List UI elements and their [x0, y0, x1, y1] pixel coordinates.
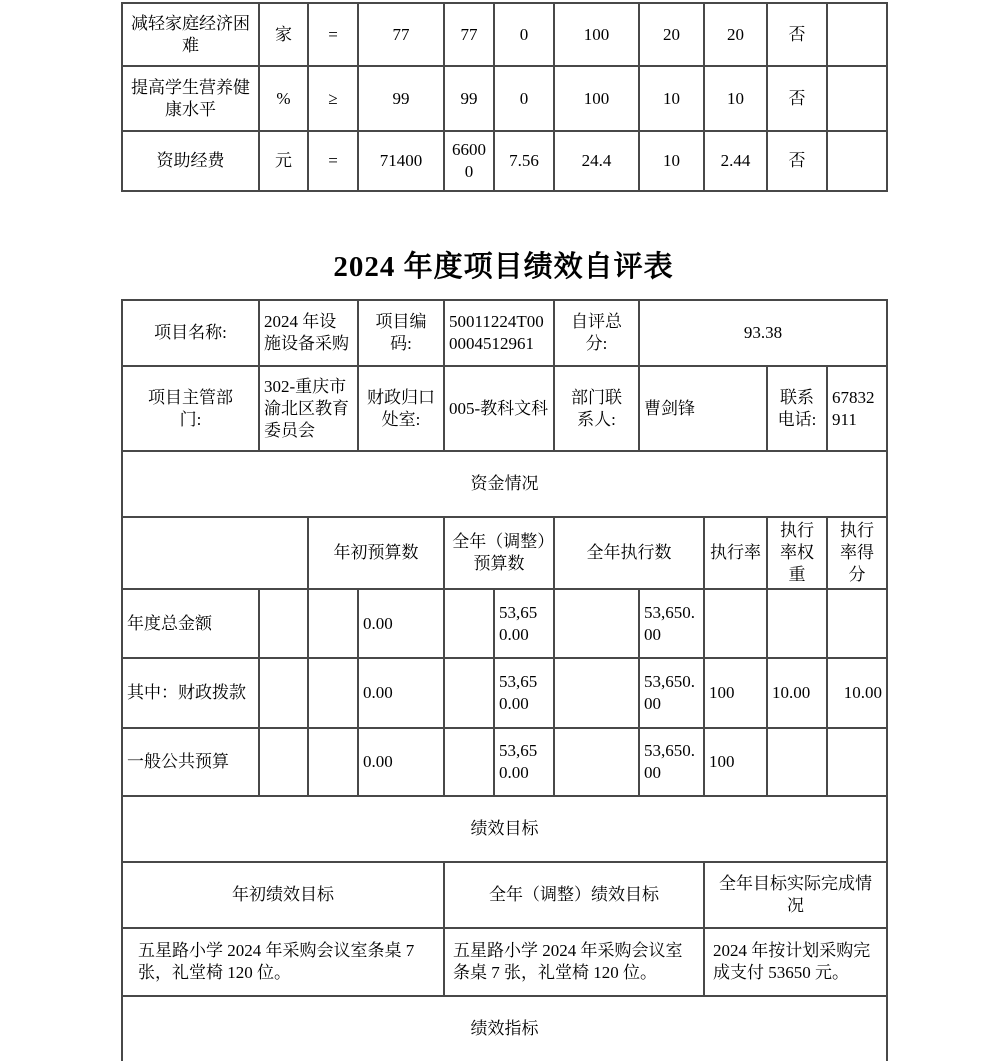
funding-weight-value: 10.00 [767, 658, 827, 728]
indicator-deviation-cell: 0 [494, 3, 554, 66]
dept-value: 302-重庆市渝北区教育委员会 [259, 366, 358, 451]
project-info-row [122, 366, 887, 451]
funding-empty-cell [259, 728, 308, 796]
funding-initial-value: 0.00 [358, 728, 444, 796]
funding-empty-cell [308, 658, 358, 728]
indicator-weight-cell: 20 [639, 3, 704, 66]
indicator-target-cell: 99 [358, 66, 444, 131]
section-row [122, 796, 887, 862]
goals-header-initial: 年初绩效目标 [122, 862, 444, 928]
indicator-note-cell [827, 131, 887, 191]
indicator-score-cell: 10 [704, 66, 767, 131]
indicator-unit-cell: % [259, 66, 308, 131]
project-name-value: 2024 年设施设备采购 [259, 300, 358, 366]
table-row [122, 3, 887, 66]
funding-empty-cell [308, 728, 358, 796]
indicator-actual-cell: 77 [444, 3, 494, 66]
funding-rate-value: 100 [704, 658, 767, 728]
funding-data-row [122, 728, 887, 796]
project-info-row [122, 300, 887, 366]
funding-header-initial-budget: 年初预算数 [308, 517, 444, 589]
indicator-weight-cell: 10 [639, 66, 704, 131]
indicator-name-cell: 提高学生营养健康水平 [122, 66, 259, 131]
goals-initial-value: 五星路小学 2024 年采购会议室条桌 7 张，礼堂椅 120 位。 [122, 928, 444, 996]
funding-header-rate-score: 执行率得分 [827, 517, 887, 589]
dept-label: 项目主管部门: [122, 366, 259, 451]
funding-executed-value: 53,650.00 [639, 589, 704, 658]
indicator-flag-cell: 否 [767, 3, 827, 66]
funding-weight-value [767, 589, 827, 658]
indicator-score-cell: 2.44 [704, 131, 767, 191]
indicator-flag-cell: 否 [767, 66, 827, 131]
project-code-value: 50011224T000004512961 [444, 300, 554, 366]
goals-header-adjusted: 全年（调整）绩效目标 [444, 862, 704, 928]
goals-value-row [122, 928, 887, 996]
indicator-note-cell [827, 66, 887, 131]
page-title: 2024 年度项目绩效自评表 [333, 251, 674, 283]
indicators-section-title: 绩效指标 [122, 996, 887, 1061]
indicator-score-cell: 20 [704, 3, 767, 66]
funding-header-adjusted-budget: 全年（调整）预算数 [444, 517, 554, 589]
funding-adjusted-value: 53,650.00 [494, 658, 554, 728]
funding-empty-cell [444, 728, 494, 796]
indicator-target-cell: 77 [358, 3, 444, 66]
funding-adjusted-value: 53,650.00 [494, 728, 554, 796]
funding-empty-cell [308, 589, 358, 658]
funding-section-title: 资金情况 [122, 451, 887, 517]
self-score-value: 93.38 [639, 300, 887, 366]
funding-empty-cell [259, 589, 308, 658]
indicator-deviation-cell: 7.56 [494, 131, 554, 191]
funding-empty-cell [259, 658, 308, 728]
goals-section-title: 绩效目标 [122, 796, 887, 862]
indicator-flag-cell: 否 [767, 131, 827, 191]
funding-initial-value: 0.00 [358, 589, 444, 658]
funding-executed-value: 53,650.00 [639, 658, 704, 728]
finance-office-label: 财政归口处室: [358, 366, 444, 451]
indicator-name-cell: 资助经费 [122, 131, 259, 191]
project-name-label: 项目名称: [122, 300, 259, 366]
indicator-rate-cell: 100 [554, 66, 639, 131]
indicator-actual-cell: 99 [444, 66, 494, 131]
goals-adjusted-value: 五星路小学 2024 年采购会议室条桌 7 张，礼堂椅 120 位。 [444, 928, 704, 996]
project-code-label: 项目编码: [358, 300, 444, 366]
section-row [122, 996, 887, 1061]
funding-data-row [122, 589, 887, 658]
funding-row-label: 其中：财政拨款 [122, 658, 259, 728]
self-score-label: 自评总分: [554, 300, 639, 366]
funding-empty-cell [554, 589, 639, 658]
funding-header-rate-weight: 执行率权重 [767, 517, 827, 589]
funding-empty-cell [444, 658, 494, 728]
funding-score-value [827, 589, 887, 658]
indicator-target-cell: 71400 [358, 131, 444, 191]
indicator-rate-cell: 100 [554, 3, 639, 66]
indicator-weight-cell: 10 [639, 131, 704, 191]
indicator-operator-cell: ≥ [308, 66, 358, 131]
funding-row-label: 一般公共预算 [122, 728, 259, 796]
table-row [122, 131, 887, 191]
funding-data-row [122, 658, 887, 728]
goals-completion-value: 2024 年按计划采购完成支付 53650 元。 [704, 928, 887, 996]
indicator-deviation-cell: 0 [494, 66, 554, 131]
table-row [122, 66, 887, 131]
funding-header-rate: 执行率 [704, 517, 767, 589]
funding-score-value: 10.00 [827, 658, 887, 728]
contact-value: 曹剑锋 [639, 366, 767, 451]
indicator-unit-cell: 元 [259, 131, 308, 191]
indicator-operator-cell: = [308, 131, 358, 191]
funding-weight-value [767, 728, 827, 796]
funding-adjusted-value: 53,650.00 [494, 589, 554, 658]
self-evaluation-table [121, 299, 888, 1061]
indicator-unit-cell: 家 [259, 3, 308, 66]
goals-header-row [122, 862, 887, 928]
indicator-rate-cell: 24.4 [554, 131, 639, 191]
indicator-score-table [121, 2, 888, 192]
phone-value: 67832911 [827, 366, 887, 451]
section-row [122, 451, 887, 517]
goals-header-completion: 全年目标实际完成情况 [704, 862, 887, 928]
phone-label: 联系电话: [767, 366, 827, 451]
indicator-note-cell [827, 3, 887, 66]
funding-header-empty-cell [122, 517, 308, 589]
funding-row-label: 年度总金额 [122, 589, 259, 658]
indicator-operator-cell: = [308, 3, 358, 66]
contact-label: 部门联系人: [554, 366, 639, 451]
finance-office-value: 005-教科文科 [444, 366, 554, 451]
funding-empty-cell [554, 658, 639, 728]
funding-header-row [122, 517, 887, 589]
funding-header-executed: 全年执行数 [554, 517, 704, 589]
funding-empty-cell [554, 728, 639, 796]
funding-initial-value: 0.00 [358, 658, 444, 728]
funding-executed-value: 53,650.00 [639, 728, 704, 796]
indicator-name-cell: 减轻家庭经济困难 [122, 3, 259, 66]
funding-score-value [827, 728, 887, 796]
funding-rate-value: 100 [704, 728, 767, 796]
funding-empty-cell [444, 589, 494, 658]
funding-rate-value [704, 589, 767, 658]
indicator-actual-cell: 66000 [444, 131, 494, 191]
